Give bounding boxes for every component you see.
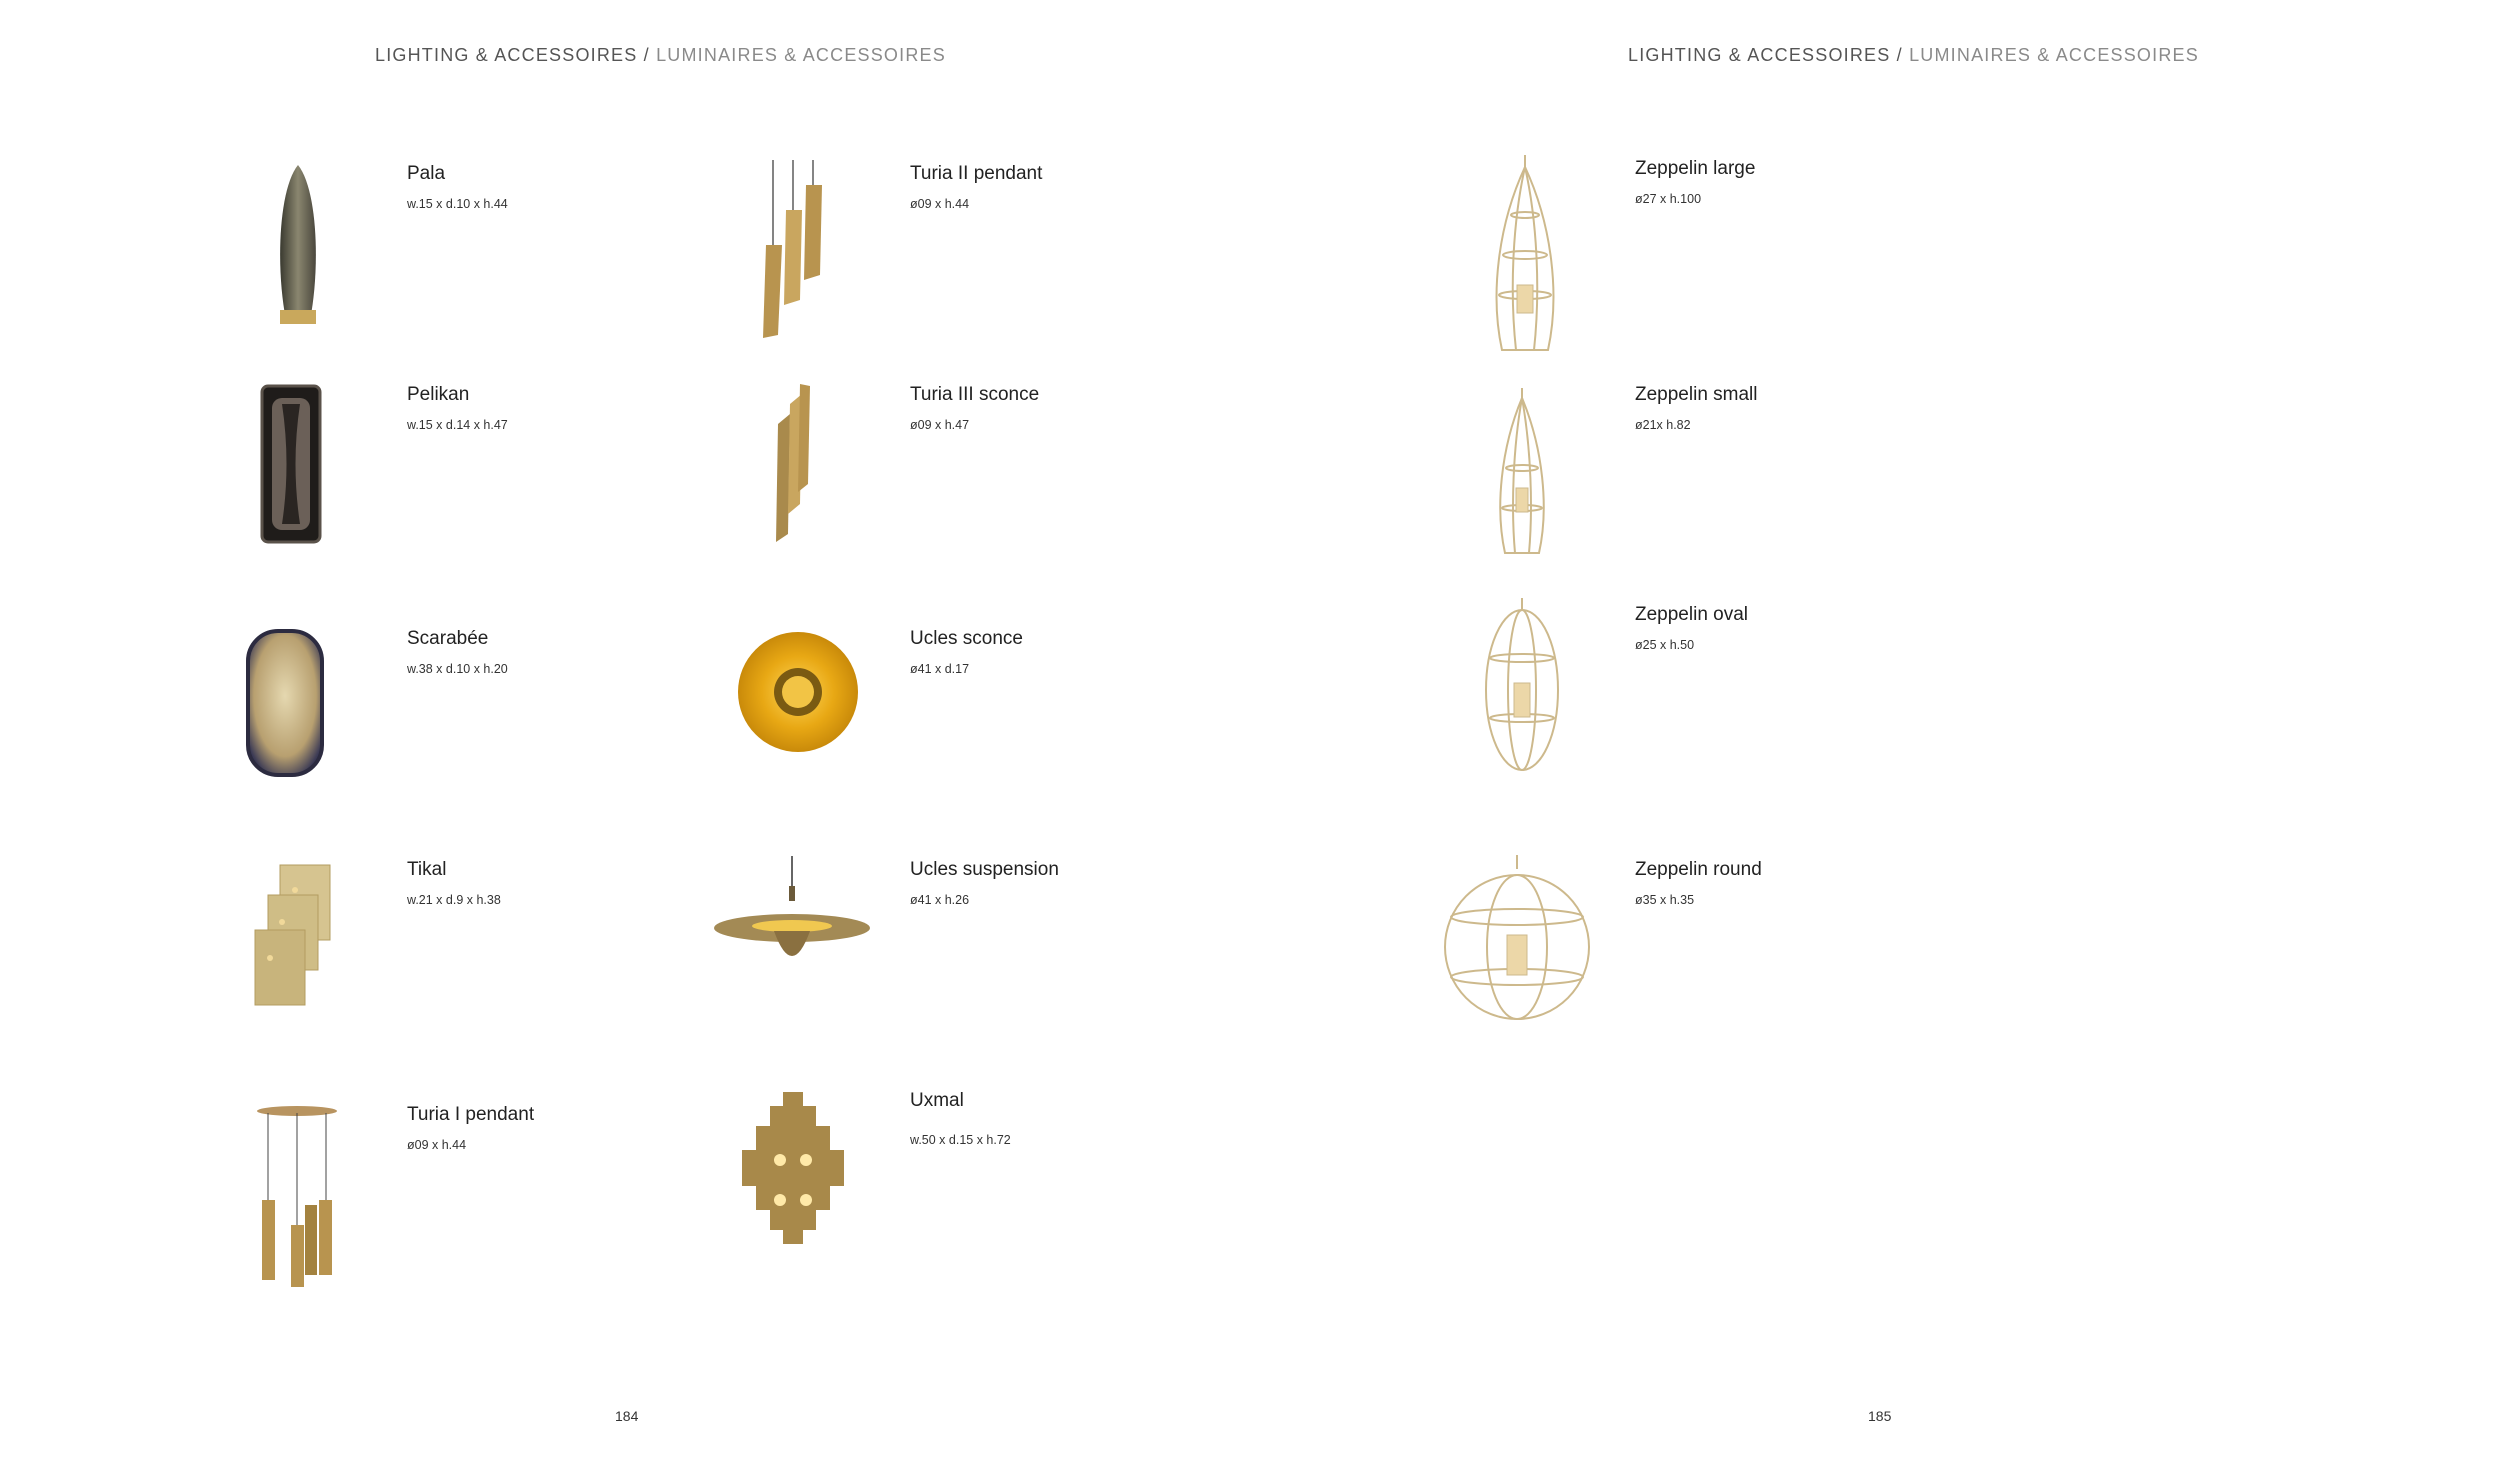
product-dimensions: w.50 x d.15 x h.72 <box>910 1133 1011 1147</box>
product-dimensions: ø35 x h.35 <box>1635 893 1695 907</box>
section-title-en: LIGHTING & ACCESSOIRES <box>375 45 638 65</box>
product-dimensions: ø09 x h.44 <box>407 1138 467 1152</box>
right-page <box>1250 0 2499 1462</box>
product-name: Zeppelin small <box>1635 384 1758 405</box>
turia-iii-sconce-image <box>772 384 812 544</box>
product-dimensions: w.15 x d.10 x h.44 <box>407 197 508 211</box>
running-header <box>1628 45 2199 66</box>
product-name: Pala <box>407 163 446 184</box>
zeppelin-small-image <box>1495 388 1550 560</box>
ucles-sconce-image <box>736 630 860 754</box>
product-name: Turia I pendant <box>407 1104 535 1125</box>
product-name: Zeppelin round <box>1635 859 1762 880</box>
section-title-en: LIGHTING & ACCESSOIRES <box>1628 45 1891 65</box>
turia-i-pendant-image <box>250 1105 345 1290</box>
running-header <box>375 45 946 66</box>
header-separator: / <box>643 45 650 65</box>
product-dimensions: ø41 x h.26 <box>910 893 970 907</box>
pelikan-sconce-image <box>260 384 322 544</box>
product-name: Uxmal <box>910 1090 964 1111</box>
pala-sconce-image <box>268 160 328 330</box>
product-name: Turia III sconce <box>910 384 1040 405</box>
zeppelin-large-image <box>1490 155 1560 357</box>
product-dimensions: ø27 x h.100 <box>1635 192 1702 206</box>
product-dimensions: w.21 x d.9 x h.38 <box>407 893 501 907</box>
product-dimensions: ø09 x h.44 <box>910 197 970 211</box>
product-dimensions: ø21x h.82 <box>1635 418 1691 432</box>
zeppelin-oval-image <box>1482 598 1562 778</box>
product-dimensions: w.15 x d.14 x h.47 <box>407 418 508 432</box>
scarabee-sconce-image <box>245 628 325 778</box>
section-title-fr: LUMINAIRES & ACCESSOIRES <box>656 45 946 65</box>
turia-ii-pendant-image <box>758 160 828 340</box>
product-name: Zeppelin oval <box>1635 604 1749 625</box>
product-name: Turia II pendant <box>910 163 1043 184</box>
uxmal-sconce-image <box>740 1090 846 1246</box>
product-name: Tikal <box>407 859 447 880</box>
header-separator: / <box>1896 45 1903 65</box>
section-title-fr: LUMINAIRES & ACCESSOIRES <box>1909 45 2199 65</box>
tikal-sconce-image <box>250 860 335 1010</box>
page-number: 184 <box>615 1408 639 1424</box>
product-dimensions: ø41 x d.17 <box>910 662 970 676</box>
product-name: Ucles suspension <box>910 859 1059 880</box>
product-name: Ucles sconce <box>910 628 1023 649</box>
zeppelin-round-image <box>1442 855 1592 1027</box>
product-dimensions: ø09 x h.47 <box>910 418 970 432</box>
product-dimensions: w.38 x d.10 x h.20 <box>407 662 508 676</box>
ucles-suspension-image <box>712 856 872 971</box>
product-name: Scarabée <box>407 628 489 649</box>
product-name: Pelikan <box>407 384 470 405</box>
product-name: Zeppelin large <box>1635 158 1756 179</box>
product-dimensions: ø25 x h.50 <box>1635 638 1695 652</box>
page-number: 185 <box>1868 1408 1892 1424</box>
